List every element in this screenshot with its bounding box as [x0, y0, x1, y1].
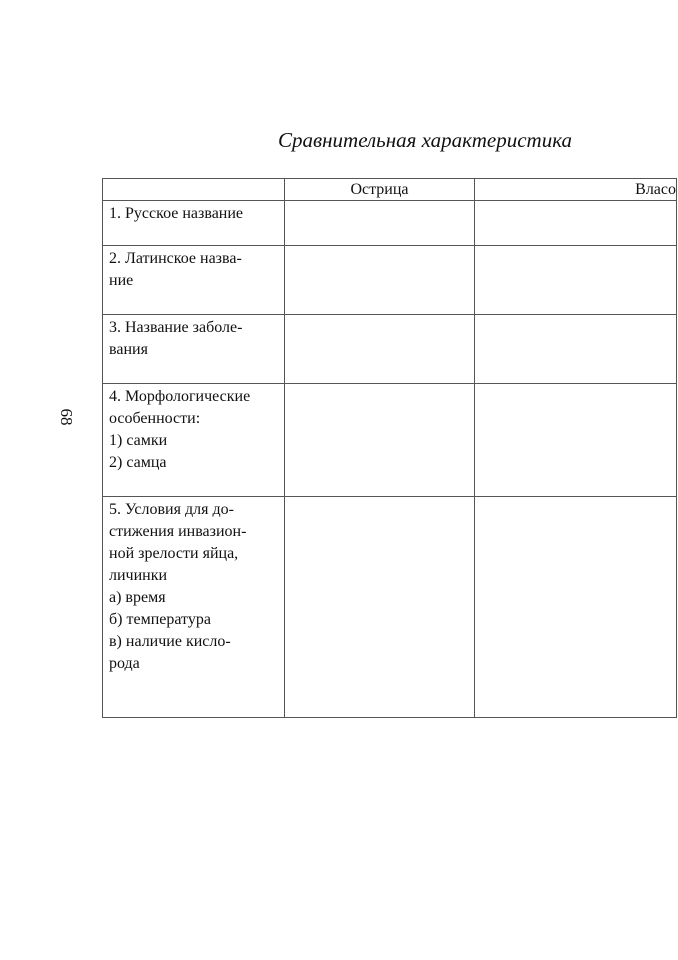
- page-title: Сравнительная характеристика: [277, 128, 572, 152]
- label-line: вания: [109, 341, 148, 358]
- label-line: 3. Название заболе-: [109, 319, 243, 336]
- label-line: 5. Условия для до-: [109, 501, 234, 518]
- page-number: 68: [57, 408, 76, 426]
- value-cell-vlaso: [475, 201, 677, 246]
- value-cell-ostritsa: [285, 384, 475, 497]
- label-line: в) наличие кисло-: [109, 633, 231, 650]
- comparison-table-clip: [102, 178, 676, 706]
- value-cell-vlaso: [475, 384, 677, 497]
- label-line: 2. Латинское назва-: [109, 250, 242, 267]
- table-header-row: [103, 179, 677, 201]
- label-line: 4. Морфологические: [109, 388, 251, 405]
- value-cell-vlaso: [475, 315, 677, 384]
- table-row: [103, 315, 677, 384]
- label-line: 1) самки: [109, 432, 168, 449]
- value-cell-ostritsa: [285, 497, 475, 718]
- value-cell-ostritsa: [285, 201, 475, 246]
- row-label-disease-name: [103, 315, 285, 384]
- label-line: 1. Русское название: [109, 205, 244, 222]
- comparison-table: [102, 178, 677, 718]
- table-row: [103, 497, 677, 718]
- row-label-russian-name: [103, 201, 285, 246]
- row-label-latin-name: [103, 246, 285, 315]
- value-cell-ostritsa: [285, 315, 475, 384]
- label-line: рода: [109, 655, 140, 672]
- label-line: б) температура: [109, 611, 211, 628]
- value-cell-ostritsa: [285, 246, 475, 315]
- header-empty-cell: [103, 179, 285, 201]
- header-ostritsa: Острица: [285, 179, 475, 201]
- table-row: [103, 246, 677, 315]
- table-row: [103, 384, 677, 497]
- label-line: личинки: [109, 567, 168, 584]
- label-line: а) время: [109, 589, 166, 606]
- table-row: [103, 201, 677, 246]
- value-cell-vlaso: [475, 497, 677, 718]
- value-cell-vlaso: [475, 246, 677, 315]
- header-vlaso: Власо: [475, 179, 677, 201]
- label-line: ние: [109, 272, 134, 289]
- label-line: особенности:: [109, 410, 201, 427]
- row-label-maturity-conditions: [103, 497, 285, 718]
- row-label-morphology: [103, 384, 285, 497]
- label-line: 2) самца: [109, 454, 167, 471]
- label-line: стижения инвазион-: [109, 523, 247, 540]
- label-line: ной зрелости яйца,: [109, 545, 239, 562]
